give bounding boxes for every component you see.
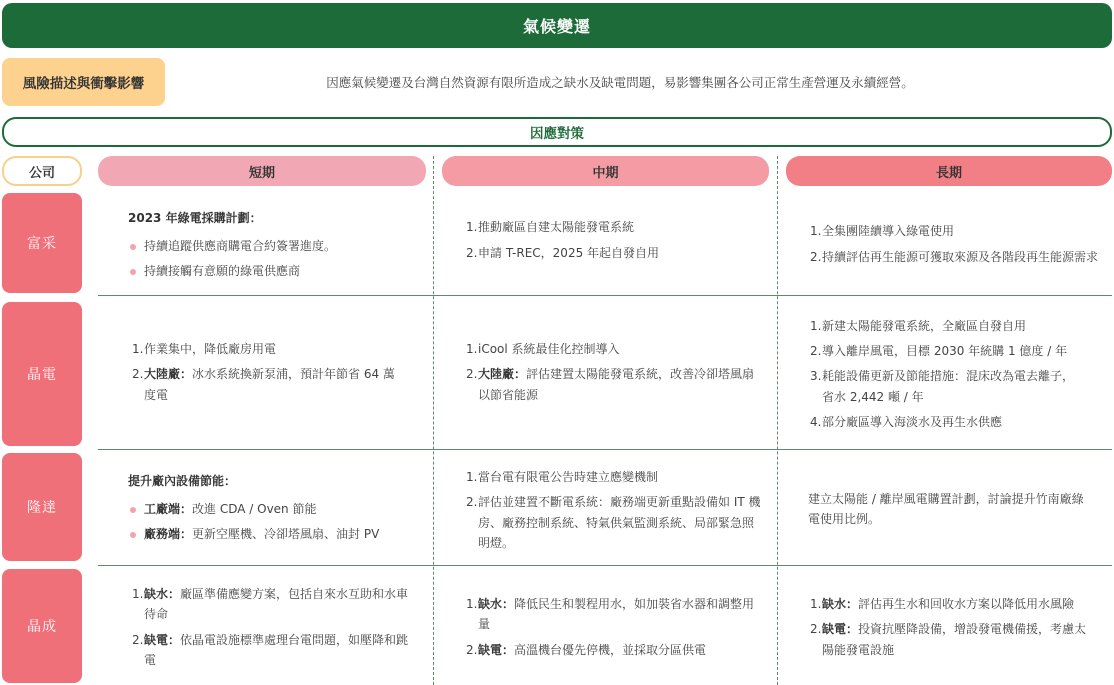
- company-tag-jingdian: 晶電: [2, 302, 82, 446]
- row-divider: [98, 565, 1112, 566]
- list-item: 3. 耗能設備更新及節能措施：混床改為電去離子，省水 2,442 噸 / 年: [810, 369, 1075, 404]
- list-item: 1. 當台電有限電公告時建立應變機制: [466, 469, 659, 484]
- cell-jingcheng-mid: [466, 571, 766, 683]
- list-item: 1. 缺水：廠區準備應變方案，包括自來水互助和水車待命: [132, 586, 409, 622]
- cell-fucai-short: [128, 200, 418, 290]
- short-term-header: 短期: [98, 156, 426, 186]
- bullet-item: 持續追蹤供應商購電合約簽署進度。: [128, 236, 418, 256]
- bullet-dot-icon: [130, 244, 136, 250]
- row-divider: [98, 449, 1112, 450]
- list-item: 1. iCool 系統最佳化控制導入: [466, 341, 620, 356]
- column-divider: [777, 156, 778, 685]
- list-item: 2. 缺電：投資抗壓降設備，增設發電機備援，考慮太陽能發電設施: [810, 622, 1087, 657]
- bullet-item: 工廠端：改進 CDA / Oven 節能: [128, 499, 423, 519]
- company-column-header: 公司: [2, 156, 82, 186]
- cell-jingcheng-short: [132, 571, 417, 683]
- response-title: 因應對策: [2, 117, 1112, 147]
- list-item: 1. 作業集中，降低廠房用電: [132, 341, 277, 356]
- cell-jingcheng-long: [810, 571, 1095, 683]
- list-item: 1. 推動廠區自建太陽能發電系統: [466, 220, 635, 235]
- list-item: 2. 申請 T-REC，2025 年起自發自用: [466, 245, 660, 260]
- mid-term-header: 中期: [442, 156, 769, 186]
- risk-label: 風險描述與衝擊影響: [2, 58, 165, 106]
- list-item: 4. 部分廠區導入海淡水及再生水供應: [810, 415, 1003, 430]
- company-tag-fucai: 富采: [2, 193, 82, 293]
- list-item: 2. 缺電：依晶電設施標準處理台電問題，如壓降和跳電: [132, 632, 409, 667]
- cell-jingdian-long: [810, 302, 1085, 446]
- company-tag-jingcheng: 晶成: [2, 569, 82, 683]
- row-divider: [98, 295, 1112, 296]
- cell-longda-mid: [466, 455, 761, 565]
- bullet-dot-icon: [130, 507, 136, 513]
- risk-description: 因應氣候變遷及台灣自然資源有限所造成之缺水及缺電問題，易影響集團各公司正常生產營運及永續經營。: [326, 75, 914, 90]
- cell-jingdian-mid: [466, 322, 761, 422]
- bullet-item: 廠務端：更新空壓機、冷卻塔風扇、油封 PV: [128, 524, 423, 544]
- list-item: 1. 新建太陽能發電系統，全廠區自發自用: [810, 318, 1027, 333]
- list-item: 2. 缺電：高溫機台優先停機，並採取分區供電: [466, 642, 707, 657]
- bullet-dot-icon: [130, 532, 136, 538]
- company-tag-longda: 隆達: [2, 453, 82, 561]
- list-item: 2. 大陸廠：評估建置太陽能發電系統，改善冷卻塔風扇以節省能源: [466, 367, 755, 402]
- bullet-item: 持續接觸有意願的綠電供應商: [128, 261, 418, 281]
- cell-longda-short: [128, 458, 423, 558]
- list-item: 1. 全集團陸續導入綠電使用: [810, 224, 955, 239]
- list-item: 2. 大陸廠：冰水系統換新泵浦，預計年節省 64 萬度電: [132, 367, 395, 402]
- cell-paragraph: 建立太陽能 / 離岸風電購置計劃，討論提升竹南廠綠電使用比例。: [808, 491, 1084, 526]
- long-term-header: 長期: [786, 156, 1112, 186]
- cell-fucai-mid: [466, 200, 766, 280]
- bullet-dot-icon: [130, 269, 136, 275]
- cell-fucai-long: [810, 198, 1100, 290]
- list-item: 1. 缺水：降低民生和製程用水，如加裝省水器和調整用量: [466, 596, 755, 632]
- list-item: 2. 導入離岸風電，目標 2030 年統購 1 億度 / 年: [810, 343, 1068, 358]
- cell-heading: 2023 年綠電採購計劃：: [128, 211, 262, 226]
- cell-heading: 提升廠內設備節能：: [128, 474, 237, 489]
- column-divider: [433, 156, 434, 685]
- cell-jingdian-short: [132, 322, 402, 422]
- page-title: 氣候變遷: [2, 3, 1112, 48]
- cell-longda-long: [808, 455, 1093, 563]
- list-item: 2. 持續評估再生能源可獲取來源及各階段再生能源需求: [810, 249, 1099, 264]
- list-item: 1. 缺水：評估再生水和回收水方案以降低用水風險: [810, 596, 1075, 611]
- list-item: 2. 評估並建置不斷電系統：廠務端更新重點設備如 IT 機房、廠務控制系統、特氣供氣監測系統、局部緊急照明燈。: [466, 495, 761, 550]
